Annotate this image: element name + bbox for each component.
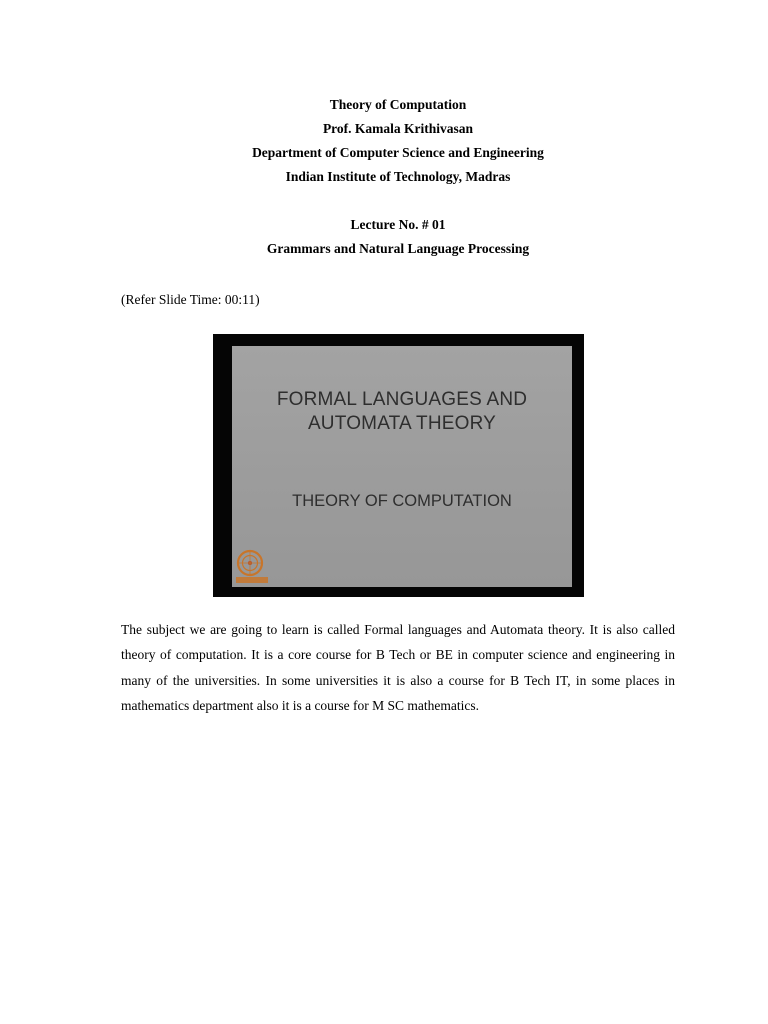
slide-title-line-1: FORMAL LANGUAGES AND (276, 389, 528, 410)
slide-title-line-2: AUTOMATA THEORY (307, 413, 497, 434)
lecture-number: Lecture No. # 01 (350, 217, 446, 232)
course-title: Theory of Computation (329, 97, 467, 112)
document-header (0, 93, 768, 189)
professor-name: Prof. Kamala Krithivasan (322, 121, 474, 136)
department-name: Department of Computer Science and Engineering (252, 145, 544, 160)
lecture-heading (0, 213, 768, 261)
slide-image (213, 334, 584, 597)
slide-title (232, 388, 572, 436)
slide-subtitle: THEORY OF COMPUTATION (292, 492, 512, 510)
lecture-title: Grammars and Natural Language Processing (266, 241, 530, 256)
refer-slide-time: (Refer Slide Time: 00:11) (121, 292, 260, 307)
institute-name: Indian Institute of Technology, Madras (285, 169, 511, 184)
nptel-logo-icon (235, 548, 269, 584)
body-paragraph: The subject we are going to learn is called Formal languages and Automata theory. It is also called theory of computation. It is a core course for B Tech or BE in computer science and engineering in many of the universities. In some universities it is also a course for B Tech IT, in some places in mathematics department also it is a course for M SC mathematics. (121, 622, 675, 713)
slide-screen (232, 346, 572, 587)
